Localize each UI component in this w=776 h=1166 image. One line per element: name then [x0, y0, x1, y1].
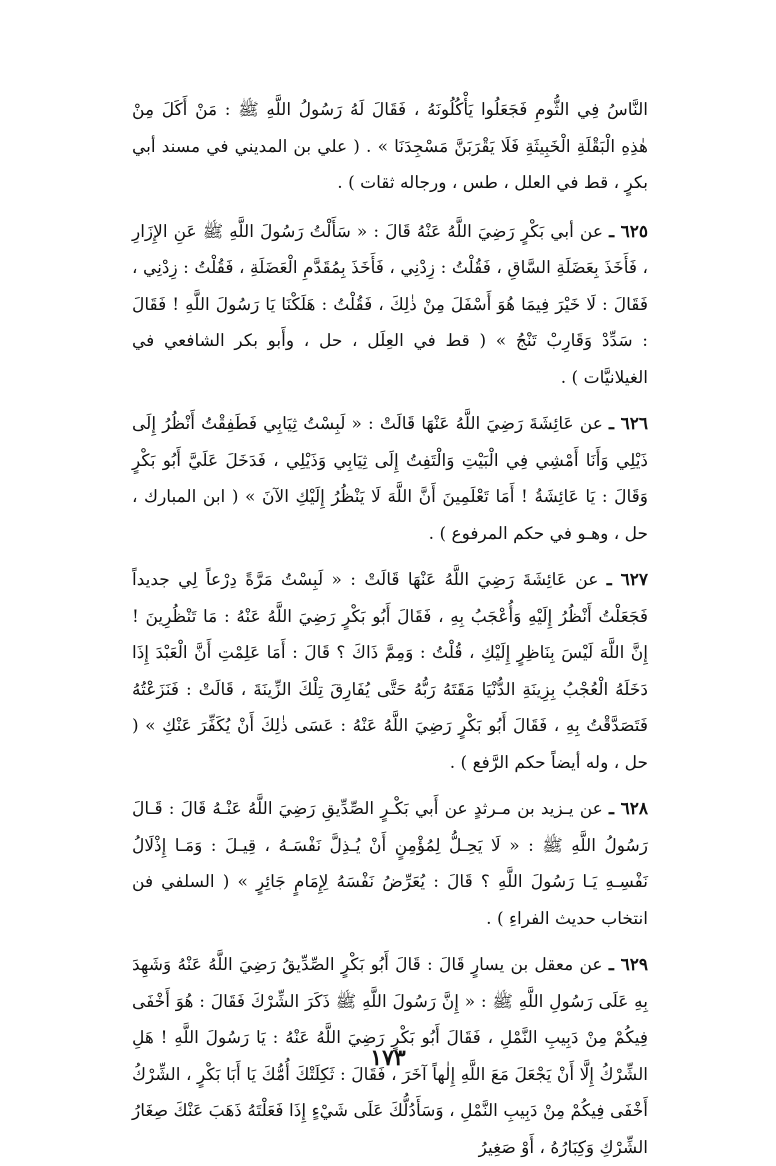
hadith-625	[132, 214, 648, 397]
hadith-number: ٦٢٨ ـ	[608, 799, 649, 819]
hadith-628	[132, 791, 648, 937]
hadith-text: عن يـزيد بن مـرثدٍ عن أَبي بَكْـرٍ الصِّدِّيقِ رَضِيَ اللَّهُ عَنْـهُ قَالَ : قَـالَ رَسُولُ اللَّهِ ﷺ : « لَا يَحِـلُّ لِمُؤْمِنٍ أَنْ يُـذِلَّ نَفْسَـهُ ، قِيـلَ : وَمَـا إِذْلَالُ نَفْسِـهِ يَـا رَسُولَ اللَّهِ ؟ قَالَ : يُعَرِّضُ نَفْسَهُ لِإِمَامٍ جَائِرٍ » ( السلفي فن انتخاب حديث الفراءِ ) .	[132, 799, 648, 929]
page-number: ١٧٣	[370, 1045, 406, 1071]
hadith-text: عن أبي بَكْرٍ رَضِيَ اللَّهُ عَنْهُ قَالَ : « سَأَلْتُ رَسُولَ اللَّهِ ﷺ عَنِ الإِزَارِ ، فَأَخَذَ بِعَضَلَةِ السَّاقِ ، فَقُلْتُ : زِدْنِي ، فَأَخَذَ بِمُقَدَّمِ الْعَضَلَةِ ، فَقُلْتُ : زِدْنِي ، فَقَالَ : لَا خَيْرَ فِيمَا هُوَ أَسْفَلَ مِنْ ذٰلِكَ ، فَقُلْتُ : هَلَكْنَا يَا رَسُولَ اللَّهِ ! فَقَالَ : سَدِّدْ وَقَارِبْ تَنْجُ » ( قط في العِلَل ، حل ، وأَبو بكر الشافعي في الغيلانيَّات ) .	[132, 221, 648, 388]
hadith-number: ٦٢٥ ـ	[609, 221, 648, 242]
paragraph-continuation	[132, 92, 648, 202]
hadith-text: عن عَائِشَةَ رَضِيَ اللَّهُ عَنْهَا قَالَتْ : « لَبِسْتُ مَرَّةً دِرْعاً لِي جديداً فَجَعَلْتُ أَنْظُرُ إِلَيْهِ وَأُعْجَبُ بِهِ ، فَقَالَ أَبُو بَكْرٍ رَضِيَ اللَّهُ عَنْهُ : مَا تَنْظُرِينَ ! إِنَّ اللَّهَ لَيْسَ بِنَاظِرٍ إِلَيْكِ ، قُلْتُ : وَمِمَّ ذَاكَ ؟ قَالَ : أَمَا عَلِمْتِ أَنَّ الْعَبْدَ إِذَا دَخَلَهُ الْعُجْبُ بِزِينَةِ الدُّنْيَا مَقَتَهُ رَبُّهُ حَتَّى يُفَارِقَ تِلْكَ الزِّينَةَ ، قَالَتْ : فَنَزَعْتُهُ فَتَصَدَّقْتُ بِهِ ، فَقَالَ أَبُو بَكْرٍ رَضِيَ اللَّهُ عَنْهُ : عَسَى ذٰلِكَ أَنْ يُكَفِّرَ عَنْكِ » ( حل ، وله أيضاً حكم الرَّفع ) .	[132, 570, 648, 773]
hadith-text: عن معقل بن يسارٍ قَالَ : قَالَ أَبُو بَكْرٍ الصِّدِّيقُ رَضِيَ اللَّهُ عَنْهُ وَشَهِدَ بِهِ عَلَى رَسُولِ اللَّهِ ﷺ : « إِنَّ رَسُولَ اللَّهِ ﷺ ذَكَرَ الشِّرْكَ فَقَالَ : هُوَ أَخْفَى فِيكُمْ مِنْ دَبِيبِ النَّمْلِ ، فَقَالَ أَبُو بَكْرٍ رَضِيَ اللَّهُ عَنْهُ : يَا رَسُولَ اللَّهِ ! هَلِ الشِّرْكُ إِلَّا أَنْ يَجْعَلَ مَعَ اللَّهِ إِلٰهاً آخَرَ ، فَقَالَ : ثَكِلَتْكَ أُمُّكَ يَا أَبَا بَكْرٍ ، الشِّرْكُ أَخْفَى فِيكُمْ مِنْ دَبِيبِ النَّمْلِ ، وَسَأَدُلُّكَ عَلَى شَيْءٍ إِذَا فَعَلْتَهُ ذَهَبَ عَنْكَ صِغَارُ الشِّرْكِ وَكِبَارُهُ ، أَوْ صَغِيرُ	[132, 955, 648, 1158]
hadith-number: ٦٢٩ ـ	[608, 955, 648, 975]
hadith-627	[132, 562, 648, 781]
hadith-626	[132, 406, 648, 552]
hadith-number: ٦٢٦ ـ	[608, 414, 649, 434]
page-body	[132, 92, 648, 1166]
paragraph-text: النَّاسُ فِي الثُّومِ فَجَعَلُوا يَأْكُلُونَهُ ، فَقَالَ لَهُ رَسُولُ اللَّهِ ﷺ : مَنْ أَكَلَ مِنْ هٰذِهِ الْبَقْلَةِ الْخَبِيثَةِ فَلَا يَقْرَبَنَّ مَسْجِدَنَا » . ( علي بن المديني في مسند أبي بكرٍ ، قط في العلل ، طس ، ورجاله ثقات ) .	[132, 100, 648, 193]
hadith-number: ٦٢٧ ـ	[606, 570, 648, 590]
hadith-text: عن عَائِشَةَ رَضِيَ اللَّهُ عَنْهَا قَالَتْ : « لَبِسْتُ ثِيَابِي فَطَفِقْتُ أَنْظُرُ إِلَى ذَيْلِي وَأَنَا أَمْشِي فِي الْبَيْتِ وَالْتَفِتُ إِلَى ثِيَابِي وَذَيْلِي ، فَدَخَلَ عَلَيَّ أَبُو بَكْرٍ وَقَالَ : يَا عَائِشَةُ ! أَمَا تَعْلَمِينَ أَنَّ اللَّهَ لَا يَنْظُرُ إِلَيْكِ الآنَ » ( ابن المبارك ، حل ، وهـو في حكم المرفوع ) .	[132, 414, 648, 544]
